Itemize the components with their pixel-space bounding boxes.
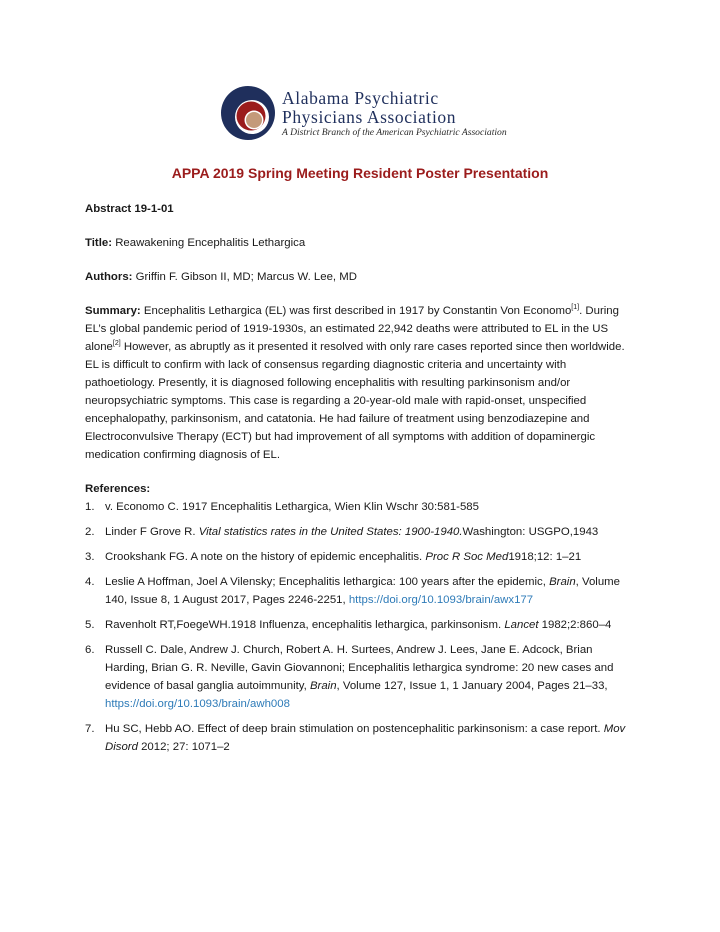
references-heading: References: — [85, 483, 151, 495]
reference-number: 1. — [85, 501, 95, 513]
reference-number: 6. — [85, 644, 95, 656]
org-tagline: A District Branch of the American Psychiatric Association — [282, 127, 507, 138]
association-seal-icon — [220, 84, 276, 142]
reference-item: 3. Crookshank FG. A note on the history of epidemic encephalitis. Proc R Soc Med1918;12: 1–21 — [85, 548, 637, 566]
title-row — [85, 234, 637, 252]
title-value: Reawakening Encephalitis Lethargica — [115, 237, 306, 249]
document-body — [85, 200, 637, 763]
summary-text-1: Encephalitis Lethargica (EL) was first described in 1917 by Constantin Von Economo — [143, 305, 572, 317]
doi-link[interactable]: https://doi.org/10.1093/brain/awx177 — [348, 594, 534, 606]
doi-link[interactable]: https://doi.org/10.1093/brain/awh008 — [105, 698, 290, 710]
authors-label: Authors: — [85, 271, 133, 283]
reference-number: 7. — [85, 723, 95, 735]
reference-number: 3. — [85, 551, 95, 563]
title-label: Title: — [85, 237, 113, 249]
summary-label: Summary: — [85, 305, 141, 317]
reference-number: 5. — [85, 619, 95, 631]
summary-text-2: . During EL’s global pandemic period of 1919-1930s, an estimated 22,942 deaths were attributed to EL in the US alone — [85, 305, 619, 353]
authors-value: Griffin F. Gibson II, MD; Marcus W. Lee, MD — [135, 271, 357, 283]
org-name-line2: Physicians Association — [282, 107, 457, 127]
abstract-number: Abstract 19-1-01 — [85, 203, 174, 215]
reference-item: 1. v. Economo C. 1917 Encephalitis Lethargica, Wien Klin Wschr 30:581-585 — [85, 498, 637, 516]
citation-1: [1] — [571, 304, 580, 312]
citation-2: [2] — [112, 340, 121, 348]
references-list — [85, 498, 637, 756]
summary-text-3: However, as abruptly as it presented it resolved with only rare cases reported since then worldwide. EL is difficult to confirm with lack of consensus regarding diagnostic criteria and uncertainty with pathoetiology. Presently, it is diagnosed following encephalitis with resulting parkinsonism and/or neuropsychiatric symptoms. This case is regarding a 20-year-old male with rapid-onset, unspecified encephalopathy, parkinsonism, and catatonia. He had failure of treatment using benzodiazepine and Electroconvulsive Therapy (ECT) but had improvement of all symptoms with addition of dopaminergic medication confirming diagnosis of EL. — [85, 341, 625, 461]
org-name-line1: Alabama Psychiatric — [282, 88, 439, 108]
page-title: APPA 2019 Spring Meeting Resident Poster Presentation — [171, 165, 549, 181]
reference-item: 5. Ravenholt RT,FoegeWH.1918 Influenza, encephalitis lethargica, parkinsonism. Lancet 1982;2:860–4 — [85, 616, 637, 634]
authors-row — [85, 268, 637, 286]
reference-item: 7. Hu SC, Hebb AO. Effect of deep brain stimulation on postencephalitic parkinsonism: a case report. Mov Disord 2012; 27: 1071–2 — [85, 720, 637, 756]
summary-paragraph — [85, 302, 637, 464]
reference-item: 2. Linder F Grove R. Vital statistics rates in the United States: 1900-1940.Washington: USGPO,1943 — [85, 523, 637, 541]
reference-number: 2. — [85, 526, 95, 538]
reference-item: 4. Leslie A Hoffman, Joel A Vilensky; Encephalitis lethargica: 100 years after the epidemic, Brain, Volume 140, Issue 8, 1 August 2017, Pages 2246-2251, https://doi.org/10.1093/brain/awx177 — [85, 573, 637, 609]
reference-item: 6. Russell C. Dale, Andrew J. Church, Robert A. H. Surtees, Andrew J. Lees, Jane E. Adcock, Brian Harding, Brian G. R. Neville, Gavin Giovannoni; Encephalitis lethargica syndrome: 20 new cases and evidence of basal ganglia autoimmunity, Brain, Volume 127, Issue 1, 1 January 2004, Pages 21–33, https://doi.org/10.1093/brain/awh008 — [85, 641, 637, 713]
logo — [220, 84, 520, 146]
reference-number: 4. — [85, 576, 95, 588]
